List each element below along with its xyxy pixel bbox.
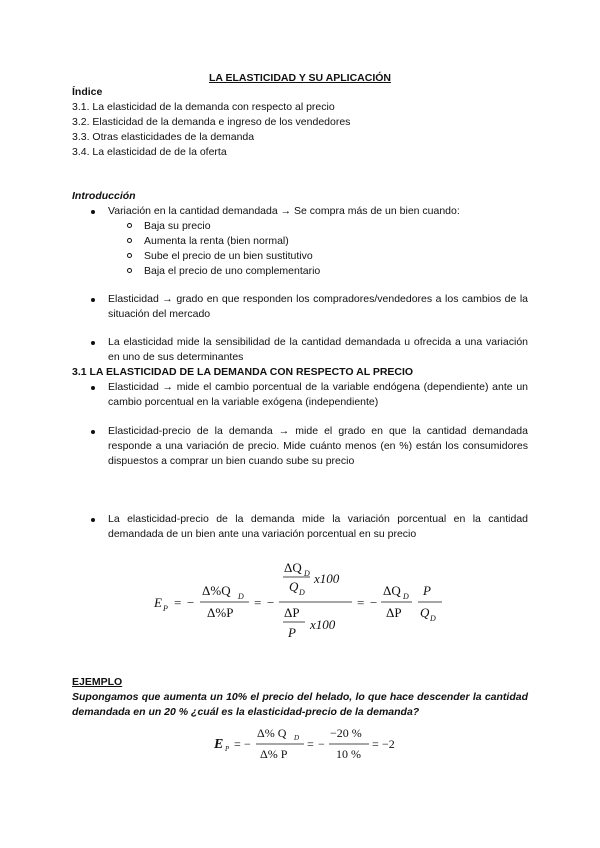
- formula-result: −2: [382, 737, 395, 751]
- index-item: 3.1. La elasticidad de la demanda con respecto al precio: [72, 101, 335, 113]
- formula-dP: ΔP: [284, 605, 300, 620]
- formula-P: P: [288, 625, 296, 640]
- intro-subitem: Baja el precio de uno complementario: [72, 264, 528, 279]
- page-title: LA ELASTICIDAD Y SU APLICACIÓN: [208, 72, 391, 84]
- formula-Q: Q: [420, 605, 430, 620]
- index-list: [72, 100, 528, 160]
- formula-minus: −: [267, 595, 275, 610]
- formula-minus: −: [370, 595, 378, 610]
- section-list-3: [72, 512, 528, 542]
- formula-E: E: [154, 595, 162, 610]
- formula-den: Δ%P: [207, 605, 234, 620]
- index-item: 3.4. La elasticidad de de la oferta: [72, 146, 227, 158]
- formula-den-value: 10 %: [336, 747, 361, 761]
- formula-E: E: [214, 737, 224, 752]
- formula-x100: x100: [310, 617, 336, 632]
- formula-sub: D: [304, 569, 310, 578]
- intro-bullet-text: Variación en la cantidad demandada → Se compra más de un bien cuando:: [108, 205, 460, 217]
- formula-num: Δ%Q: [202, 583, 231, 598]
- intro-bullet: Elasticidad → grado en que responden los compradores/vendedores a los cambios de la situación del mercado: [72, 292, 528, 322]
- formula-den: Δ% P: [260, 747, 288, 761]
- formula-sub: P: [225, 745, 230, 753]
- elasticity-formula: [150, 555, 450, 655]
- section-bullet: La elasticidad-precio de la demanda mide la variación porcentual en la cantidad demandada de un bien ante una variación porcentual en su precio: [72, 512, 528, 542]
- formula-eq: =: [174, 595, 182, 610]
- formula-num-value: −20 %: [330, 726, 362, 740]
- intro-list-2: [72, 292, 528, 322]
- formula-eq: =: [234, 737, 241, 751]
- formula-minus: −: [244, 737, 251, 751]
- formula-minus: −: [318, 737, 325, 751]
- section-bullet: Elasticidad-precio de la demanda → mide el grado en que la cantidad demandada responde a una variación de precio. Mide cuánto menos (en %) están los consumidores dispuestos a comprar un bien cuando sube su precio: [72, 424, 528, 469]
- intro-list-3: [72, 335, 528, 365]
- formula-num: Δ% Q: [257, 726, 287, 740]
- formula-eq: =: [254, 595, 262, 610]
- formula-dQ: ΔQ: [383, 583, 401, 598]
- formula-sub: D: [294, 734, 300, 742]
- section-list-2: [72, 424, 528, 469]
- intro-subitem: Sube el precio de un bien sustitutivo: [72, 249, 528, 264]
- formula-sub: D: [299, 588, 305, 597]
- formula-dP: ΔP: [386, 605, 402, 620]
- formula-sub: P: [163, 604, 168, 613]
- formula-P: P: [423, 583, 431, 598]
- formula-eq: =: [372, 737, 379, 751]
- formula-sub: D: [403, 592, 409, 601]
- index-heading: Índice: [72, 86, 103, 98]
- formula-sub: D: [430, 614, 436, 623]
- intro-list: [72, 204, 528, 279]
- intro-subitem: Aumenta la renta (bien normal): [72, 234, 528, 249]
- formula-x100: x100: [314, 571, 340, 586]
- index-item: 3.3. Otras elasticidades de la demanda: [72, 131, 255, 143]
- section-bullet: Elasticidad → mide el cambio porcentual de la variable endógena (dependiente) ante un cambio porcentual en la variable exógena (independiente): [72, 380, 528, 410]
- formula-dQ: ΔQ: [284, 560, 302, 575]
- example-heading: EJEMPLO: [72, 676, 123, 688]
- index-item: 3.2. Elasticidad de la demanda e ingreso de los vendedores: [72, 116, 351, 128]
- formula-eq: =: [357, 595, 365, 610]
- formula-minus: −: [187, 595, 195, 610]
- section-heading: 3.1 LA ELASTICIDAD DE LA DEMANDA CON RESPECTO AL PRECIO: [72, 366, 414, 378]
- intro-bullet: [72, 204, 528, 219]
- example-question: Supongamos que aumenta un 10% el precio del helado, lo que hace descender la cantidad demandada en un 20 % ¿cuál es la elasticidad-precio de la demanda?: [72, 691, 528, 718]
- example-formula: [212, 722, 402, 768]
- formula-eq: =: [307, 737, 314, 751]
- section-list-1: [72, 380, 528, 410]
- intro-heading: Introducción: [72, 190, 136, 202]
- formula-sub: D: [238, 592, 244, 601]
- intro-subitem: Baja su precio: [72, 219, 528, 234]
- formula-Q: Q: [289, 579, 299, 594]
- intro-bullet: La elasticidad mide la sensibilidad de la cantidad demandada u ofrecida a una variación en uno de sus determinantes: [72, 335, 528, 365]
